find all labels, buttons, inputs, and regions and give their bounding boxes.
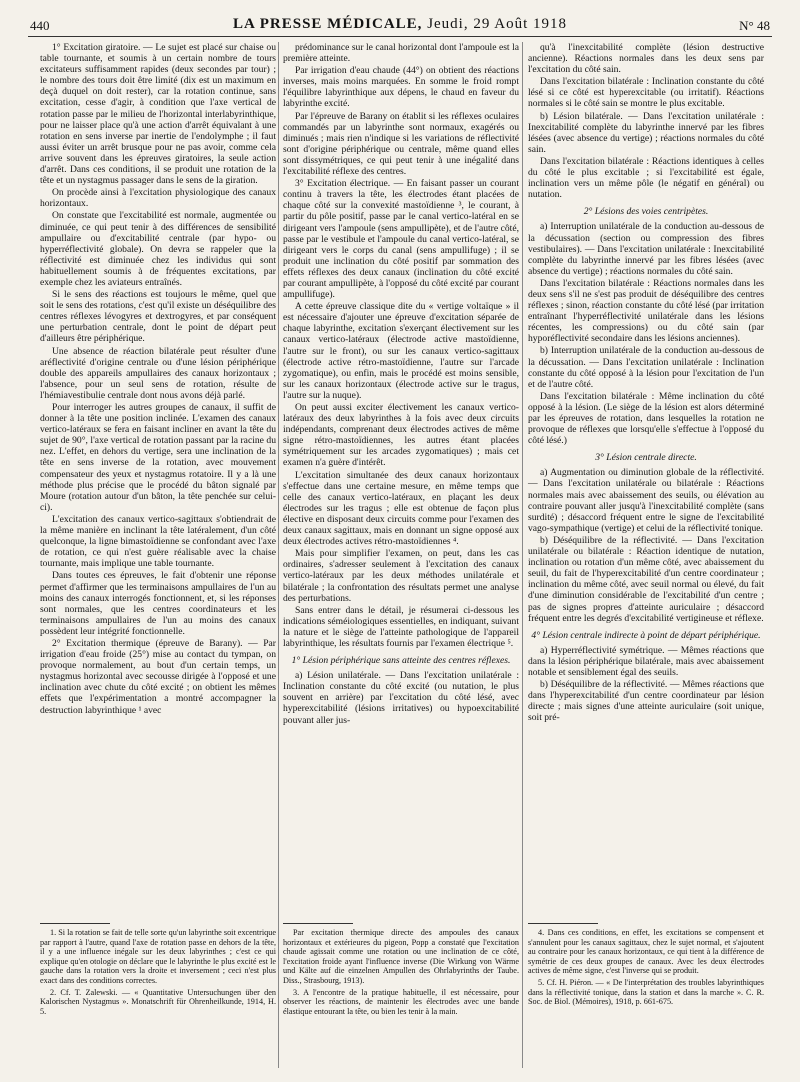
page-number: 440 <box>30 18 50 33</box>
paragraph: Dans toutes ces épreuves, le fait d'obtenir une réponse permet d'affirmer que les terminaisons ampullaires de l'un au moins des canaux interrogés fonctionnent, et, si les réponses sont normales, que les centres coordinateurs et les terminaisons ampullaires de l'un au moins des canaux possèdent leur intégrité fonctionnelle. <box>40 570 276 637</box>
paragraph: Dans l'excitation bilatérale : Réactions normales dans les deux sens s'il ne s'est pas produit de déséquilibre des centres réflexes ; sinon, réaction constante du côté lésé (par irritation entraînant l'hyperréflectivité unilatérale dans les lésions récentes, les compressions) ou du côté sain (par hyporéflectivité secondaire dans les lésions anciennes). <box>528 277 764 345</box>
footnote: 4. Dans ces conditions, en effet, les excitations se compensent et s'annulent pour les canaux sagittaux, chez le sujet normal, et s'ajoutent au contraire pour les canaux horizontaux, ce qui tient à la différence de symétrie de ces deux groupes de canaux. Avec les deux électrodes actives de même signe, c'est l'inverse qui se produit. <box>528 928 764 976</box>
section-heading: 4° Lésion centrale indirecte à point de départ périphérique. <box>531 629 761 641</box>
journal-title <box>28 16 772 33</box>
footnote-rule <box>528 923 598 924</box>
section-heading: 3° Lésion centrale directe. <box>595 452 697 464</box>
footnotes-column-2 <box>283 928 519 1018</box>
paragraph: Une absence de réaction bilatérale peut résulter d'une aréflectivité d'origine centrale ou d'une lésion périphérique double des appareils ampullaires des canaux horizontaux ; l'absence, pour un seul sens de rotation, résulte de l'hémiavestibulie centrale dont nous avons déjà parlé. <box>40 345 276 401</box>
paragraph: On peut aussi exciter électivement les canaux vertico-latéraux des deux labyrinthes à la fois avec deux circuits indépendants, comprenant deux électrodes actives de même signe rétro-mastoïdiennes, les autres étant placées symétriquement sur les arcades zygomatiques) ; mais cet examen n'a guère d'intérêt. <box>283 402 519 469</box>
footnote: 1. Si la rotation se fait de telle sorte qu'un labyrinthe soit excentrique par rapport à l'autre, quand l'axe de rotation passe en dehors de la tête, il y a une influence inégale sur les deux labyrinthes ; c'est ce qui explique qu'en otologie on déclare que le labyrinthe le plus excité est le gauche dans la rotation vers la droite et inversement ; ceci n'est plus exact dans des conditions correctes. <box>40 928 276 985</box>
paragraph: 3° Excitation électrique. — En faisant passer un courant continu à travers la tête, les électrodes étant placées de chaque côté sur la convexité mastoïdienne ³, le courant, à partir du pôle positif, passe par le canal vertico-latéral en se dirigeant vers l'ampoule (sens ampullipète), et de l'autre côté, passe par le vestibule et l'ampoule du canal vertico-latéral, se dirigeant vers le corps du canal (sens ampullifuge) ; il se produit une inclination du côté positif par sommation des effets réflexes des deux canaux (inclination du côté excité par courant ampullipète, à l'opposé du côté excité par courant ampullifuge). <box>283 178 519 301</box>
paragraph: a) Hyperréflectivité symétrique. — Mêmes réactions que dans la lésion périphérique bilatérale, mais avec abaissement notable et sensiblement égal des seuils. <box>528 644 764 678</box>
paragraph: b) Lésion bilatérale. — Dans l'excitation unilatérale : Inexcitabilité complète du labyrinthe innervé par les fibres lésées (avec absence du vertige) ; réactions normales du côté sain. <box>528 110 764 155</box>
footnote: Par excitation thermique directe des ampoules des canaux horizontaux et extérieures du pigeon, Popp a constaté que l'excitation chaude agissait comme une rotation ou une inclination de ce côté, l'excitation froide ayant l'influence inverse (Die Wirkung von Wärme und Kälte auf die einzelnen Ampullen des Ohrlabyrinths der Taube. Diss., Strasbourg, 1913). <box>283 928 519 985</box>
paragraph: 1° Excitation giratoire. — Le sujet est placé sur chaise ou table tournante, et soumis à un certain nombre de tours excitateurs suffisamment rapides (deux secondes par tour) ; le nombre des tours doit être limité (dix est un maximum en deçà duquel on doit rester), car la rotation continue, sans excitation, cesse d'agir, à condition que l'axe vertical de rotation passe par le milieu de l'horizontal interlabyrinthique, pour ne laisser place qu'à une action d'arrêt équivalant à une rotation en sens inverse par inertie de l'endolymphe ; il faut aussi éviter un arrêt brusque pour ne pas avoir, comme cela arrive souvent dans les épreuves giratoires, la seule action d'arrêt. Dans ces conditions, il se produit une rotation de la tête et un nystagmus passager dans le sens de la giration. <box>40 42 276 187</box>
column-1 <box>40 42 276 717</box>
paragraph: Dans l'excitation bilatérale : Même inclination du côté opposé à la lésion. (Le siège de la lésion est alors déterminé par les épreuves de rotation, dans lesquelles la rotation ne provoque de réflexes que lorsqu'elle s'effectue à l'opposé du côté lésé.) <box>528 390 764 447</box>
paragraph: On constate que l'excitabilité est normale, augmentée ou diminuée, ce qui peut tenir à des différences de sensibilité ampullaire ou d'excitabilité centrale (par hypo- ou hyperréflectivité globale). On devra se rappeler que la réflectivité est diminuée chez les individus qui sont habituellement soumis à de fréquentes excitations, par exemple chez les aviateurs entraînés. <box>40 210 276 288</box>
paragraph: Mais pour simplifier l'examen, on peut, dans les cas ordinaires, s'adresser seulement à l'excitation des canaux vertico-latéraux par les deux méthodes unilatérale et bilatérale ; la confrontation des résultats permet une analyse des perturbations. <box>283 548 519 604</box>
footnotes-column-1 <box>40 928 276 1018</box>
running-header <box>28 14 772 37</box>
paragraph: a) Interruption unilatérale de la conduction au-dessous de la décussation (section ou compression des fibres vestibulaires). — Dans l'excitation unilatérale : Inexcitabilité complète du labyrinthe innervé par les fibres lésées (avec absence du vertige) ; réactions normales du côté sain. <box>528 221 764 277</box>
paragraph: a) Lésion unilatérale. — Dans l'excitation unilatérale : Inclination constante du côté excité (ou nutation, le plus souvent en arrière) par l'excitation du côté lésé, avec hyperexcitabilité (lésions irritatives) ou hypoexcitabilité pouvant aller jus- <box>283 670 519 726</box>
section-heading: 1° Lésion périphérique sans atteinte des centres réflexes. <box>291 655 511 667</box>
footnotes-column-3 <box>528 928 764 1009</box>
footnote: 5. Cf. H. Piéron. — « De l'interprétation des troubles labyrinthiques dans la réflectivité tonique, dans la station et dans la marche ». C. R. Soc. de Biol. (Mémoires), 1918, p. 661-675. <box>528 977 764 1007</box>
column-2 <box>283 42 519 727</box>
issue-number: N° 48 <box>739 18 770 33</box>
paragraph: L'excitation simultanée des deux canaux horizontaux s'effectue dans une certaine mesure, en même temps que celle des canaux vertico-latéraux, en plaçant les deux électrodes sur les tragus ; elle est obtenue de façon plus élective en disposant deux circuits comme pour l'examen des deux canaux sagittaux, mais en donnant un signe opposé aux deux électrodes actives rétro-mastoïdiennes ⁴. <box>283 469 519 548</box>
paragraph: L'excitation des canaux vertico-sagittaux s'obtiendrait de la même manière en inclinant la tête latéralement, d'un côté quelconque, la ligne bimastoïdienne se confondant avec l'axe de rotation, ce qui n'est guère réalisable avec la chaise tournante, mais implique une table tournante. <box>40 513 276 570</box>
paragraph: Dans l'excitation bilatérale : Réactions identiques à celles du côté le plus excitable ; si l'excitabilité est égale, inclination vers un même pôle (le négatif en général) ou nutation. <box>528 155 764 201</box>
column-divider <box>522 42 523 1068</box>
footnote-rule <box>283 923 353 924</box>
journal-name: LA PRESSE MÉDICALE, <box>232 16 423 32</box>
paragraph: b) Interruption unilatérale de la conduction au-dessous de la décussation. — Dans l'excitation unilatérale : Inclination constante du côté opposé à la lésion pour l'excitation de l'un et de l'autre côté. <box>528 345 764 390</box>
paragraph: A cette épreuve classique dite du « vertige voltaïque » il est nécessaire d'ajouter une épreuve d'excitation séparée de chaque labyrinthe, excitation s'exerçant électivement sur les canaux vertico-latéraux (électrode active mastoïdienne, l'autre sur le front), ou sur les canaux vertico-sagittaux (électrode active rétro-mastoïdienne, l'autre sur l'arcade zygomatique), ou enfin, mais le procédé est moins sensible, sur les canaux horizontaux (électrode active sur le tragus, l'autre sur la nuque). <box>283 301 519 401</box>
paragraph: a) Augmentation ou diminution globale de la réflectivité. — Dans l'excitation unilatérale ou bilatérale : Réactions normales mais avec abaissement des seuils, ou élévation au contraire pouvant aller jusqu'à l'inexcitabilité complète (sans surdité) ; désaccord fréquent entre le signe de l'excitabilité vago-sympathique (vertige) et celui de la réflectivité tonique. <box>528 467 764 534</box>
paragraph: prédominance sur le canal horizontal dont l'ampoule est la première atteinte. <box>283 42 519 65</box>
paragraph: b) Déséquilibre de la réflectivité. — Dans l'excitation unilatérale ou bilatérale : Réaction identique de nutation, inclination ou rotation d'un même côté, avec abaissement du seuil, du fait de l'hyperexcitabilité d'un centre coordinateur ; inclination du même côté, avec seuil normal ou élevé, du fait d'une diminution considérable de l'excitabilité d'un centre ; pas de signes propres d'atteinte auriculaire ; désaccord fréquent entre les degrés d'excitabilité vertigineuse et réflexe. <box>528 534 764 624</box>
footnote-rule <box>40 923 110 924</box>
paragraph: Pour interroger les autres groupes de canaux, il suffit de donner à la tête une position inclinée. L'examen des canaux vertico-latéraux se fera en faisant incliner en avant la tête du sujet de 90°, l'axe vertical de rotation passant par la racine du nez. L'effet, en dehors du vertige, sera une inclination de la tête en sens inverse de la rotation, avec mouvement compensateur des yeux et nystagmus rotatoire. Il y a là une méthode plus précise que le procédé du bâton signalé par Moure (rotation autour d'un bâton, la tête penchée sur celui-ci). <box>40 402 276 513</box>
paragraph: 2° Excitation thermique (épreuve de Barany). — Par irrigation d'eau froide (25°) mise au contact du tympan, on provoque normalement, au bout d'un certain temps, un nystagmus horizontal avec secousse dirigée à l'opposé et une inclination avec chute du côté excité ; on obtient les mêmes effets que l'expérimentation a montré accompagner la destruction labyrinthique ¹ avec <box>40 637 276 716</box>
column-3 <box>528 42 764 724</box>
paragraph: Si le sens des réactions est toujours le même, quel que soit le sens des rotations, c'est qu'il existe un déséquilibre des centres réflexes lévogyres et dextrogyres, et par conséquent une perturbation centrale, dont le point de départ peut d'ailleurs être périphérique. <box>40 289 276 345</box>
paragraph: Par irrigation d'eau chaude (44°) on obtient des réactions inverses, mais moins marquées. En somme le froid rompt l'équilibre labyrinthique aux dépens, le chaud en faveur du labyrinthe excité. <box>283 65 519 110</box>
paragraph: On procède ainsi à l'excitation physiologique des canaux horizontaux. <box>40 187 276 210</box>
section-heading: 2° Lésions des voies centripètes. <box>583 206 709 218</box>
paragraph: qu'à l'inexcitabilité complète (lésion destructive ancienne). Réactions normales dans les deux sens par l'excitation du côté sain. <box>528 42 764 76</box>
paragraph: Sans entrer dans le détail, je résumerai ci-dessous les indications séméiologiques essentielles, en indiquant, suivant la nature et le siège de l'atteinte pathologique de l'appareil labyrinthique, les résultats fournis par l'examen électrique ⁵. <box>283 604 519 649</box>
footnote: 3. A l'encontre de la pratique habituelle, il est nécessaire, pour observer les réactions, de maintenir les électrodes avec une bande élastique entourant la tête, ou bien les tenir à la main. <box>283 987 519 1016</box>
footnote: 2. Cf. T. Zalewski. — « Quantitative Untersuchungen über den Kalorischen Nystagmus ». Monatschrift für Ohrenheilkunde, 1914, H. 5. <box>40 987 276 1016</box>
column-divider <box>278 42 279 1068</box>
issue-date: Jeudi, 29 Août 1918 <box>422 16 568 32</box>
paragraph: Par l'épreuve de Barany on établit si les réflexes oculaires commandés par un labyrinthe sont normaux, exagérés ou diminués ; mais rien n'indique si les variations de réflectivité sont d'origine périphérique ou centrale, même quand elles sont dissymétriques, ce qui peut tenir à une inégalité dans l'excitabilité réflexe des centres. <box>283 110 519 178</box>
paragraph: b) Déséquilibre de la réflectivité. — Mêmes réactions que dans l'hyperexcitabilité d'un centre coordinateur par lésion directe ; mais signes d'une atteinte auriculaire (soit unique, soit pré- <box>528 679 764 724</box>
paragraph: Dans l'excitation bilatérale : Inclination constante du côté lésé si ce côté est hyperexcitable (ou irritatif). Réactions normales si le côté sain se montre le plus excitable. <box>528 76 764 110</box>
